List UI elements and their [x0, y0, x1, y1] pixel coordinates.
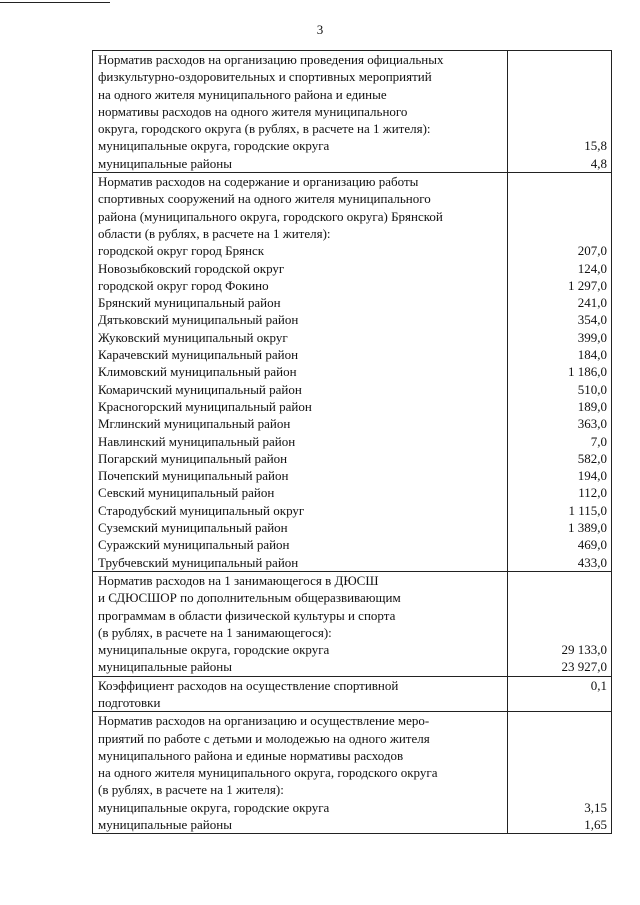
section-values — [508, 173, 612, 572]
item-value: 15,8 — [584, 138, 607, 154]
item-label: муниципальные округа, городские округа — [98, 138, 330, 154]
item-value: 1 389,0 — [568, 520, 607, 536]
section-title-line: физкультурно-оздоровительных и спортивных мероприятий — [98, 69, 432, 85]
section-title-line: Норматив расходов на 1 занимающегося в ДЮСШ — [98, 572, 379, 588]
item-value: 399,0 — [577, 329, 607, 345]
item-label: Комаричский муниципальный район — [98, 381, 302, 397]
item-value: 1,65 — [584, 817, 607, 833]
norms-table — [92, 50, 612, 834]
value-spacer — [513, 607, 607, 624]
item-value: 582,0 — [577, 450, 607, 466]
section-title-line: на одного жителя муниципального района и единые — [98, 86, 387, 102]
item-label: Навлинский муниципальный район — [98, 433, 296, 449]
item-label: Суражский муниципальный район — [98, 537, 290, 553]
item-value: 1 186,0 — [568, 364, 607, 380]
item-label: подготовки — [98, 694, 161, 710]
section-title-line: и СДЮСШОР по дополнительным общеразвивающим — [98, 590, 401, 606]
norm-section — [93, 51, 612, 173]
item-label: Жуковский муниципальный округ — [98, 329, 288, 345]
item-label: муниципальные районы — [98, 817, 232, 833]
section-title-line: Норматив расходов на организацию проведения официальных — [98, 52, 444, 67]
item-label: муниципальные округа, городские округа — [98, 799, 330, 815]
item-value: 23 927,0 — [561, 659, 607, 675]
section-title-line: (в рублях, в расчете на 1 жителя): — [98, 782, 284, 798]
norm-section — [93, 676, 612, 712]
section-title-line: Коэффициент расходов на осуществление спортивной — [98, 677, 399, 693]
value-spacer — [513, 103, 607, 120]
section-values — [508, 51, 612, 173]
item-value: 363,0 — [577, 416, 607, 432]
norm-section — [93, 712, 612, 834]
section-values — [508, 676, 612, 712]
item-value: 29 133,0 — [561, 642, 607, 658]
section-value: 0,1 — [590, 677, 607, 693]
item-value: 194,0 — [577, 468, 607, 484]
item-value: 354,0 — [577, 312, 607, 328]
item-value: 189,0 — [577, 398, 607, 414]
section-title-line: Норматив расходов на организацию и осуществление меро- — [98, 713, 430, 729]
value-spacer — [513, 86, 607, 103]
section-title-line: муниципального района и единые нормативы расходов — [98, 747, 404, 763]
section-description — [93, 51, 508, 173]
section-title-line: нормативы расходов на одного жителя муниципального — [98, 103, 408, 119]
value-spacer — [513, 173, 607, 190]
item-label: городской округ город Брянск — [98, 243, 265, 259]
item-label: Карачевский муниципальный район — [98, 347, 299, 363]
item-value: 510,0 — [577, 381, 607, 397]
item-label: муниципальные районы — [98, 659, 232, 675]
section-title-line: на одного жителя муниципального округа, городского округа — [98, 765, 438, 781]
top-rule — [0, 2, 110, 3]
value-spacer — [513, 225, 607, 242]
section-title-line: района (муниципального округа, городского округа) Брянской — [98, 208, 443, 224]
section-title-line: (в рублях, в расчете на 1 занимающегося): — [98, 624, 332, 640]
value-spacer — [513, 190, 607, 207]
item-label: Погарский муниципальный район — [98, 450, 288, 466]
item-value: 124,0 — [577, 260, 607, 276]
item-label: Почепский муниципальный район — [98, 468, 289, 484]
item-label: Севский муниципальный район — [98, 485, 275, 501]
page-number: 3 — [316, 22, 324, 37]
section-title-line: программам в области физической культуры и спорта — [98, 607, 396, 623]
item-value: 1 297,0 — [568, 277, 607, 293]
section-title-line: приятий по работе с детьми и молодежью на одного жителя — [98, 730, 430, 746]
item-label: Суземский муниципальный район — [98, 520, 288, 536]
value-spacer — [513, 51, 607, 68]
value-spacer — [513, 208, 607, 225]
section-title-line: Норматив расходов на содержание и организацию работы — [98, 174, 419, 190]
section-title-line: спортивных сооружений на одного жителя муниципального — [98, 191, 431, 207]
item-value: 4,8 — [590, 155, 607, 171]
value-spacer — [513, 730, 607, 747]
value-spacer — [513, 747, 607, 764]
section-title-line: области (в рублях, в расчете на 1 жителя): — [98, 225, 331, 241]
item-value: 7,0 — [590, 433, 607, 449]
item-value: 3,15 — [584, 799, 607, 815]
value-spacer — [513, 120, 607, 137]
item-label: Дятьковский муниципальный район — [98, 312, 299, 328]
item-value: 1 115,0 — [568, 502, 607, 518]
item-value: 207,0 — [577, 243, 607, 259]
value-spacer — [513, 764, 607, 781]
item-label: Стародубский муниципальный округ — [98, 502, 305, 518]
item-value: 469,0 — [577, 537, 607, 553]
value-spacer — [513, 68, 607, 85]
item-label: Трубчевский муниципальный район — [98, 554, 299, 570]
norm-section — [93, 173, 612, 572]
value-spacer — [513, 589, 607, 606]
value-spacer — [513, 712, 607, 729]
item-value — [513, 694, 607, 711]
section-values — [508, 712, 612, 834]
item-value: 433,0 — [577, 554, 607, 570]
item-value: 241,0 — [577, 295, 607, 311]
value-spacer — [513, 781, 607, 798]
item-value: 112,0 — [578, 485, 607, 501]
section-description — [93, 571, 508, 676]
item-value: 184,0 — [577, 347, 607, 363]
norm-section — [93, 571, 612, 676]
item-label: Красногорский муниципальный район — [98, 398, 312, 414]
item-label: Брянский муниципальный район — [98, 295, 281, 311]
section-description — [93, 712, 508, 834]
item-label: Новозыбковский городской округ — [98, 260, 285, 276]
item-label: Климовский муниципальный район — [98, 364, 297, 380]
value-spacer — [513, 572, 607, 589]
value-spacer — [513, 624, 607, 641]
section-description — [93, 173, 508, 572]
section-values — [508, 571, 612, 676]
item-label: муниципальные округа, городские округа — [98, 642, 330, 658]
item-label: муниципальные районы — [98, 155, 232, 171]
item-label: городской округ город Фокино — [98, 277, 269, 293]
section-title-line: округа, городского округа (в рублях, в расчете на 1 жителя): — [98, 121, 431, 137]
item-label: Мглинский муниципальный район — [98, 416, 291, 432]
section-description — [93, 676, 508, 712]
